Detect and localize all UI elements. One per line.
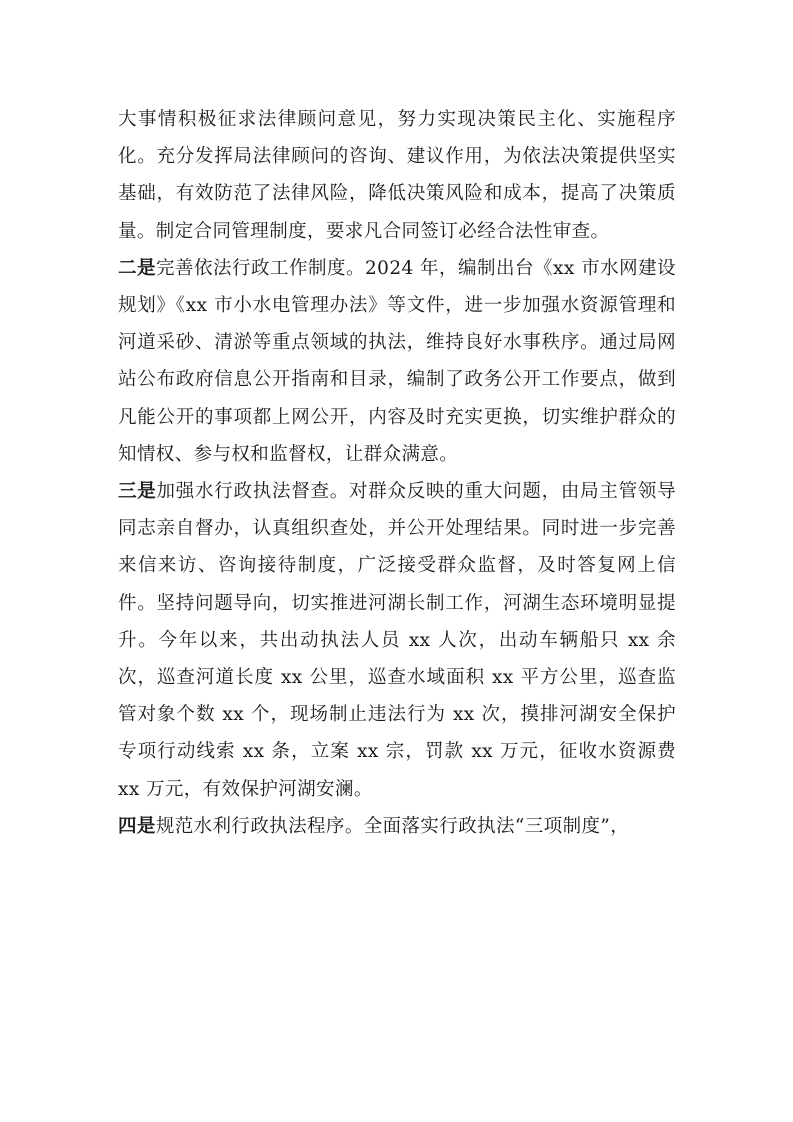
paragraph-item-four (118, 808, 676, 845)
paragraph-text: 完善依法行政工作制度。2024 年，编制出台《xx 市水网建设规划》《xx 市小水电管理办法》等文件，进一步加强水资源管理和河道采砂、清淤等重点领域的执法，维持良好水事秩序。通过局网站公布政府信息公开指南和目录，编制了政务公开工作要点，做到凡能公开的事项都上网公开，内容及时充实更换，切实维护群众的知情权、参与权和监督权，让群众满意。 (118, 257, 676, 465)
paragraph-item-two (118, 250, 676, 473)
paragraph-text: 大事情积极征求法律顾问意见，努力实现决策民主化、实施程序化。充分发挥局法律顾问的咨询、建议作用，为依法决策提供坚实基础，有效防范了法律风险，降低决策风险和成本，提高了决策质量。制定合同管理制度，要求凡合同签订必经合法性审查。 (118, 109, 676, 242)
paragraph-decision-process (118, 101, 676, 250)
paragraph-text: 加强水行政执法督查。对群众反映的重大问题，由局主管领导同志亲自督办，认真组织查处，并公开处理结果。同时进一步完善来信来访、咨询接待制度，广泛接受群众监督，及时答复网上信件。坚持问题导向，切实推进河湖长制工作，河湖生态环境明显提升。今年以来，共出动执法人员 xx 人次，出动车辆船只 xx 余次，巡查河道长度 xx 公里，巡查水域面积 xx 平方公里，巡查监管对象个数 xx 个，现场制止违法行为 xx 次，摸排河湖安全保护专项行动线索 xx 条，立案 xx 宗，罚款 xx 万元，征收水资源费 xx 万元，有效保护河湖安澜。 (118, 481, 676, 800)
paragraph-item-three (118, 473, 676, 808)
paragraph-text: 规范水利行政执法程序。全面落实行政执法“三项制度”， (155, 815, 630, 837)
paragraph-lead: 二是 (118, 257, 156, 279)
paragraph-lead: 四是 (118, 815, 156, 837)
paragraph-lead: 三是 (118, 481, 157, 503)
document-body (118, 101, 676, 845)
